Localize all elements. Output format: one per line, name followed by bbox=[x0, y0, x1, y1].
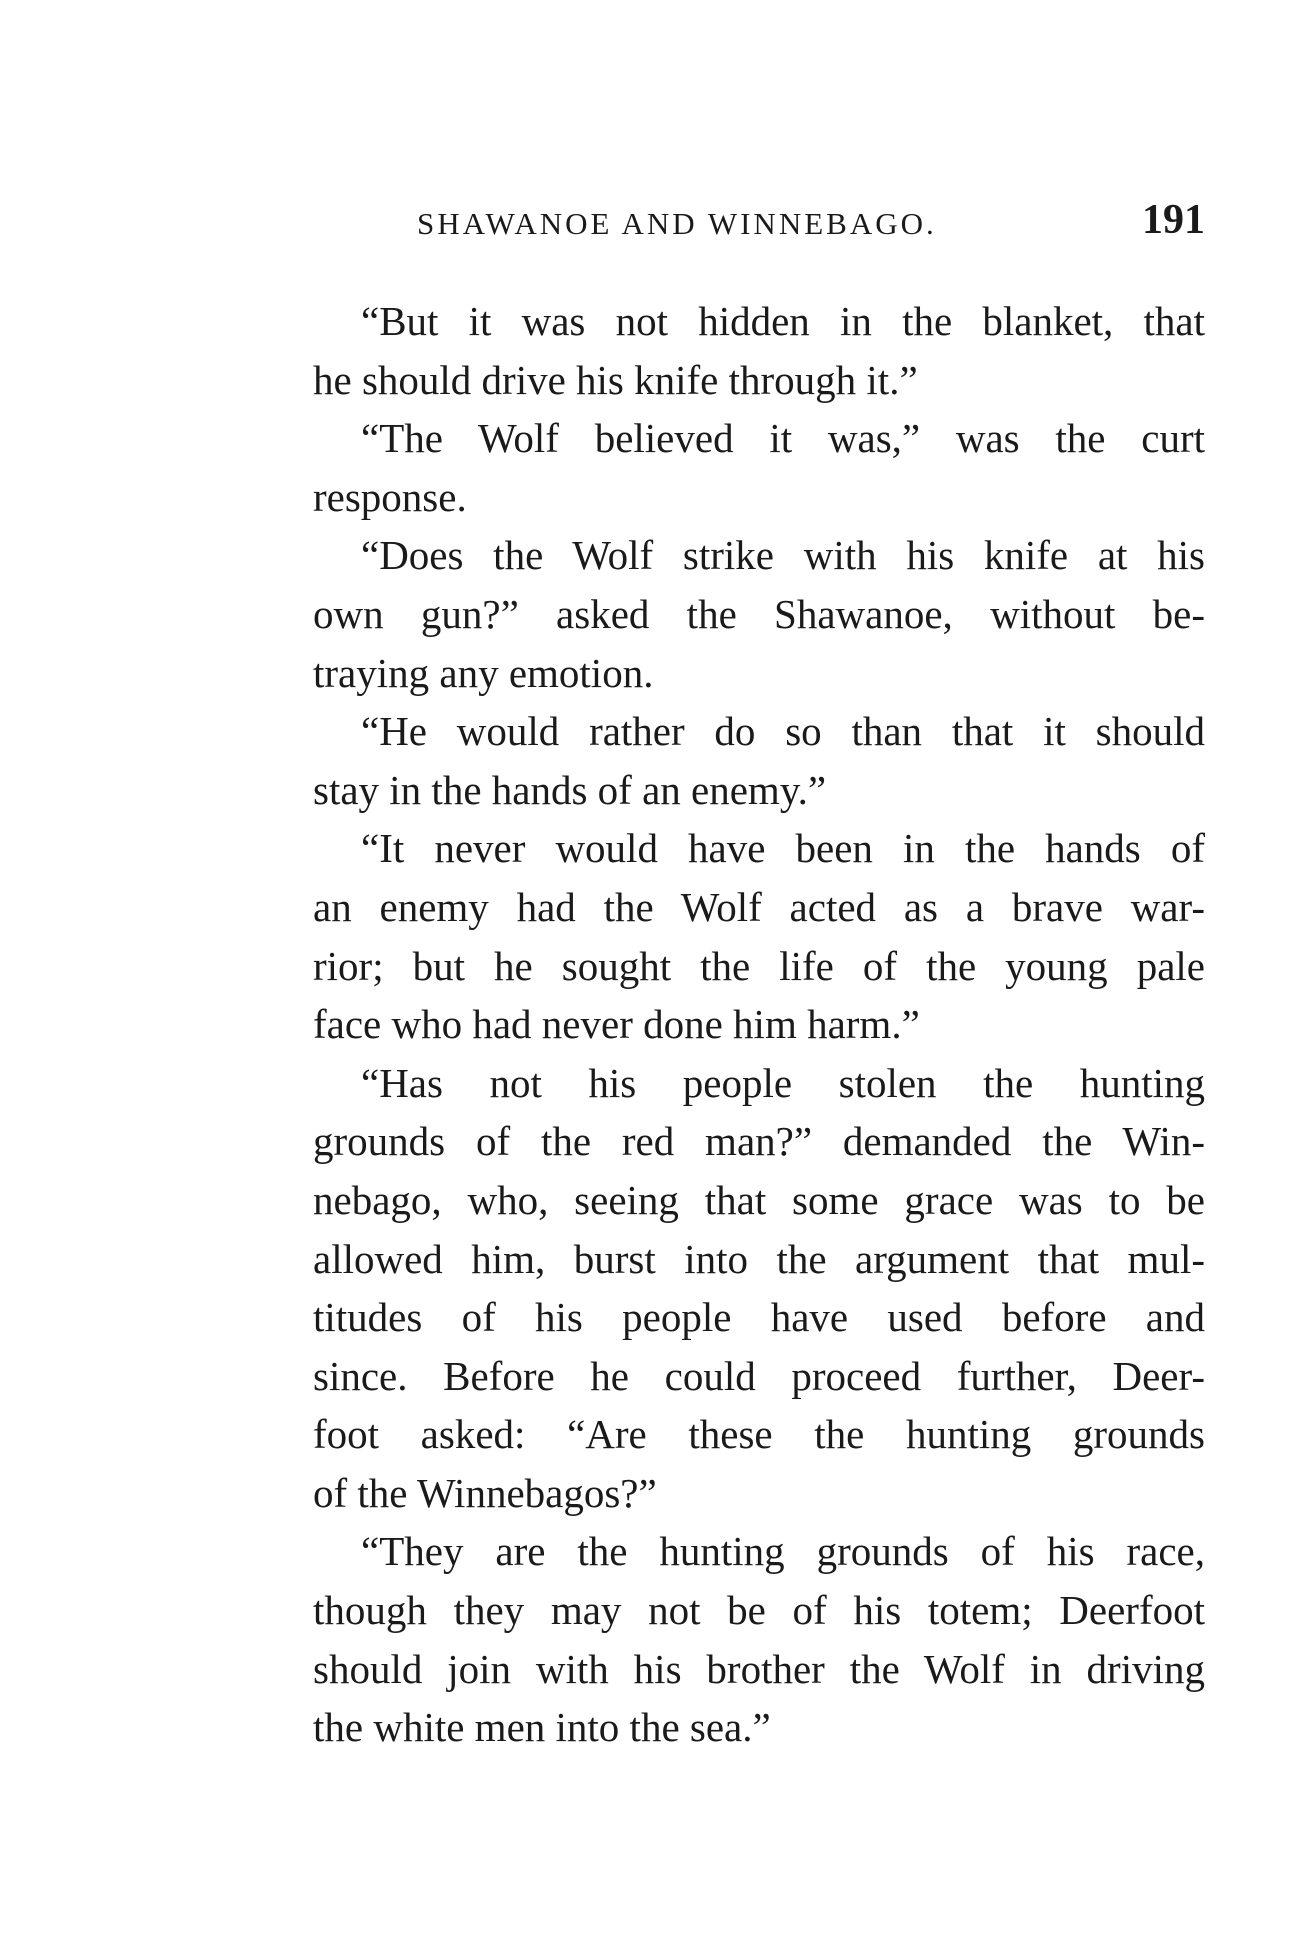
text-line: “The Wolf believed it was,” was the curt bbox=[361, 415, 1205, 462]
text-line: the white men into the sea.” bbox=[313, 1704, 771, 1751]
text-line: traying any emotion. bbox=[313, 649, 654, 696]
text-line: own gun?” asked the Shawanoe, without be- bbox=[313, 590, 1205, 637]
running-head bbox=[265, 196, 1205, 248]
paragraph bbox=[265, 292, 1205, 409]
paragraph bbox=[265, 819, 1205, 1053]
text-line: since. Before he could proceed further, Deer- bbox=[313, 1352, 1205, 1399]
text-line: stay in the hands of an enemy.” bbox=[313, 766, 827, 813]
paragraph bbox=[265, 526, 1205, 702]
paragraph bbox=[265, 409, 1205, 526]
text-line: foot asked: “Are these the hunting grounds bbox=[313, 1411, 1205, 1458]
text-line: “Does the Wolf strike with his knife at his bbox=[361, 532, 1205, 579]
text-line: rior; but he sought the life of the young pale bbox=[313, 942, 1205, 989]
text-line: “He would rather do so than that it should bbox=[361, 708, 1205, 755]
text-line: “It never would have been in the hands of bbox=[361, 825, 1205, 872]
text-line: titudes of his people have used before and bbox=[313, 1294, 1205, 1341]
text-line: response. bbox=[313, 473, 467, 520]
text-line: “But it was not hidden in the blanket, that bbox=[361, 298, 1205, 344]
text-line: face who had never done him harm.” bbox=[313, 1001, 920, 1048]
text-line: allowed him, burst into the argument that mul- bbox=[313, 1235, 1205, 1282]
page-number: 191 bbox=[1142, 197, 1205, 243]
paragraph bbox=[265, 1054, 1205, 1523]
text-line: grounds of the red man?” demanded the Win- bbox=[313, 1118, 1205, 1165]
text-line: “Has not his people stolen the hunting bbox=[361, 1059, 1205, 1106]
text-line: nebago, who, seeing that some grace was to be bbox=[313, 1176, 1205, 1223]
running-title: SHAWANOE AND WINNEBAGO. bbox=[417, 206, 937, 241]
paragraph bbox=[265, 1522, 1205, 1756]
text-line: though they may not be of his totem; Deerfoot bbox=[313, 1587, 1205, 1634]
text-line: he should drive his knife through it.” bbox=[313, 356, 918, 403]
body-text bbox=[265, 292, 1205, 1757]
text-line: should join with his brother the Wolf in driving bbox=[313, 1645, 1205, 1692]
text-line: “They are the hunting grounds of his race, bbox=[361, 1528, 1205, 1575]
text-line: of the Winnebagos?” bbox=[313, 1469, 657, 1516]
paragraph bbox=[265, 702, 1205, 819]
text-line: an enemy had the Wolf acted as a brave war- bbox=[313, 883, 1205, 930]
